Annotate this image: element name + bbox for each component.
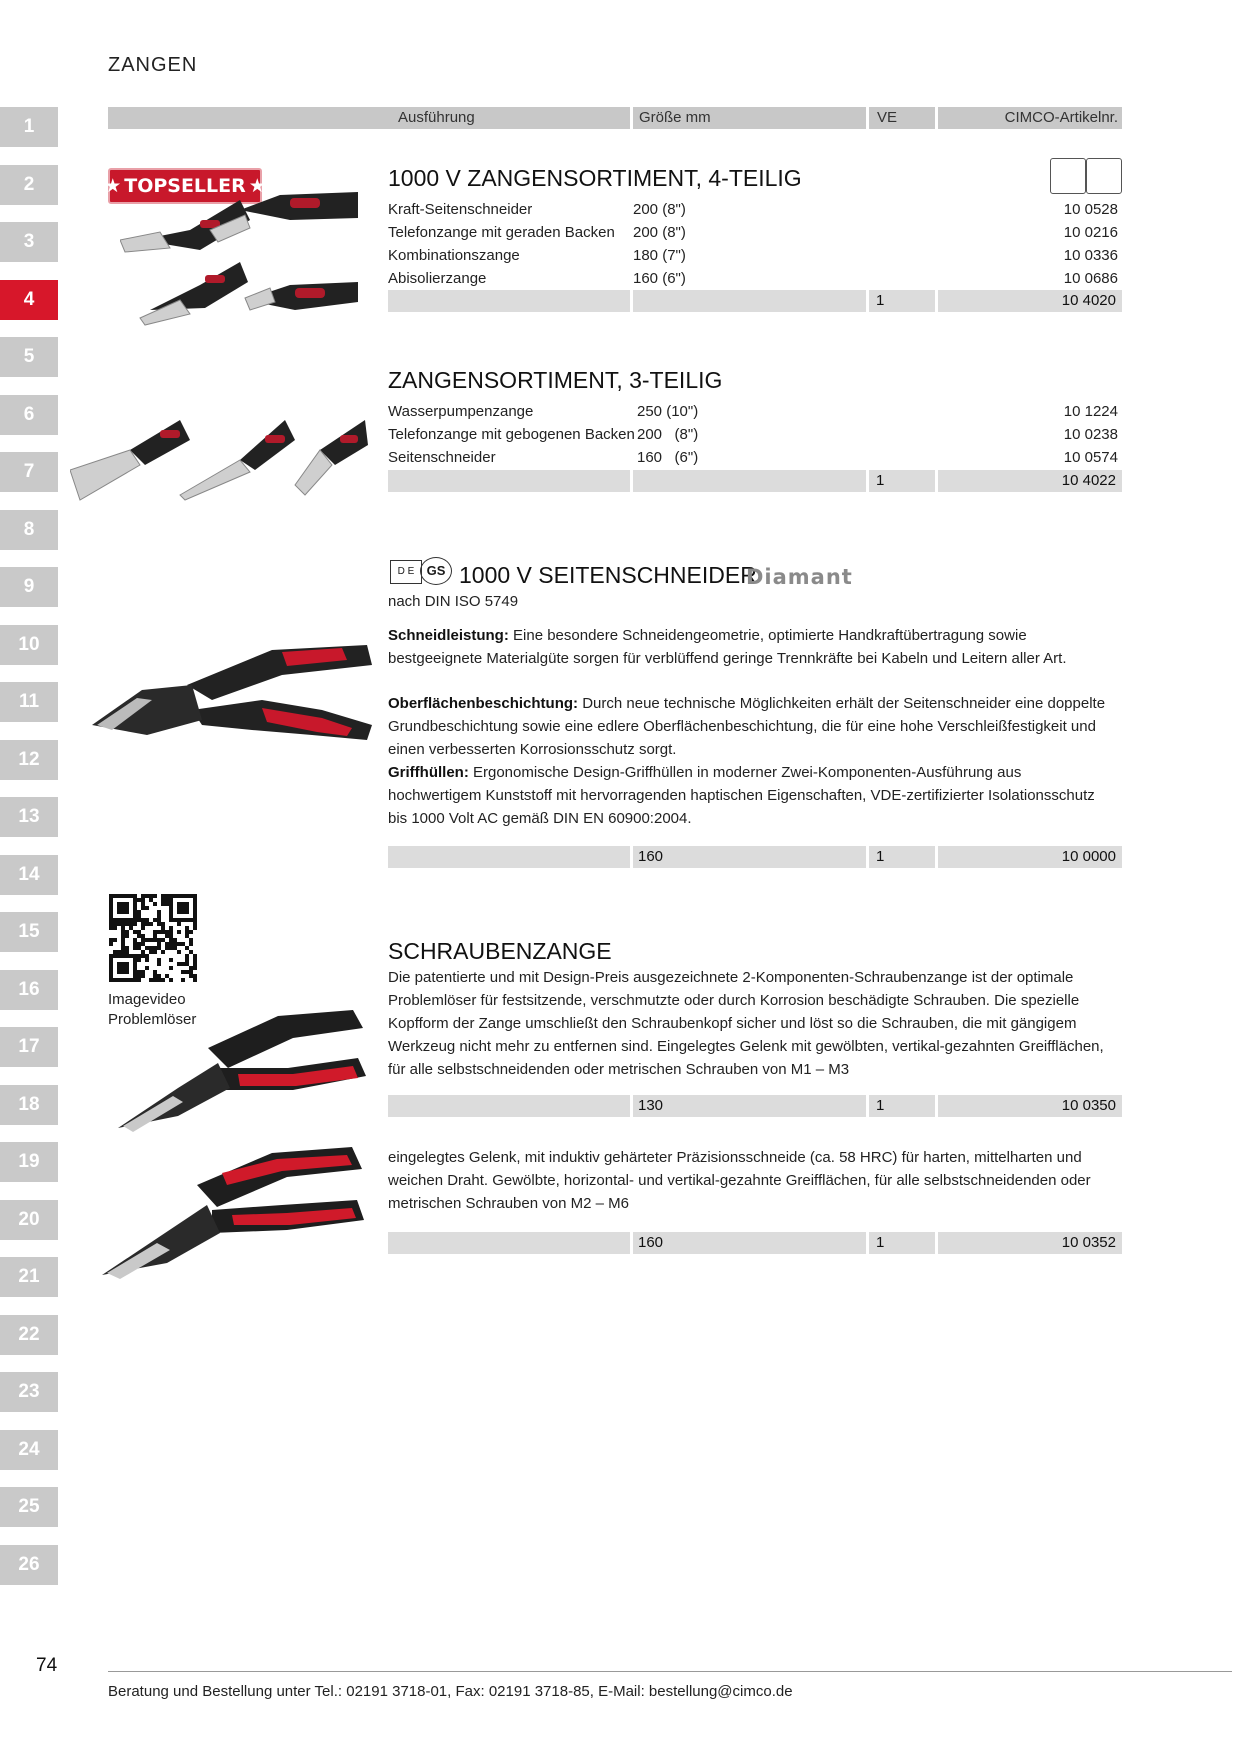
header-groesse: Größe mm: [633, 107, 866, 129]
product-4-description-2: eingelegtes Gelenk, mit induktiv gehärteter Präzisionsschneide (ca. 58 HRC) für harten, mittelharten und weichen Draht. Gewölbte, horizontal- und vertikal-gezahnte Greifflächen, für alle selbstschneidenden oder metrischen Schrauben von M2 – M6: [388, 1149, 1091, 1212]
chapter-tab-7[interactable]: 7: [0, 452, 58, 492]
bar-size: 130: [638, 1097, 664, 1114]
header-ausfuehrung: Ausführung: [108, 107, 630, 129]
item-size: 160 (6"): [637, 449, 699, 466]
side-cutter-image: [92, 640, 374, 760]
order-bar-1: [388, 290, 1122, 312]
bar-article: 10 4020: [1061, 292, 1116, 309]
footer-divider: [108, 1671, 1232, 1672]
bar-ve: 1: [876, 1097, 885, 1114]
bar-article: 10 0000: [1061, 848, 1116, 865]
gs-certificate-icon: [1086, 158, 1122, 194]
bar-size: 160: [638, 848, 664, 865]
item-size: 200 (8"): [633, 224, 686, 241]
item-size: 200 (8"): [633, 201, 686, 218]
chapter-tab-21[interactable]: 21: [0, 1257, 58, 1297]
item-article-number: 10 0528: [1063, 201, 1118, 218]
item-name: Kombinationszange: [388, 247, 520, 264]
item-name: Kraft-Seitenschneider: [388, 201, 533, 218]
order-bar-2: [388, 470, 1122, 492]
bar-article: 10 4022: [1061, 472, 1116, 489]
chapter-tab-10[interactable]: 10: [0, 625, 58, 665]
feature-paragraph: [388, 692, 1118, 761]
product-title-1: 1000 V ZANGENSORTIMENT, 4-TEILIG: [388, 165, 802, 191]
item-article-number: 10 0238: [1063, 426, 1118, 443]
topseller-label: TOPSELLER: [124, 175, 246, 197]
diamant-logo: Diamant: [746, 565, 853, 589]
bar-size: 160: [638, 1234, 664, 1251]
item-article-number: 10 0216: [1063, 224, 1118, 241]
chapter-tab-14[interactable]: 14: [0, 855, 58, 895]
chapter-tab-17[interactable]: 17: [0, 1027, 58, 1067]
page-number: 74: [36, 1655, 58, 1676]
plier-set-3-image: [70, 410, 370, 505]
chapter-tab-15[interactable]: 15: [0, 912, 58, 952]
plier-set-4-image: [120, 190, 365, 330]
item-article-number: 10 0686: [1063, 270, 1118, 287]
star-icon: ★: [248, 175, 266, 197]
item-name: Wasserpumpenzange: [388, 403, 534, 420]
qr-code[interactable]: [108, 893, 198, 983]
product-4-description: Die patentierte und mit Design-Preis ausgezeichnete 2-Komponenten-Schraubenzange ist der optimale Problemlöser für festsitzende, verschmutzte oder durch Korrosion beschädigte Schrauben. Die spezielle Kopfform der Zange umschließt den Schraubenkopf sicher und löst so die Schrauben, die mit gängigem Werkzeug nicht mehr zu entfernen sind. Eingelegtes Gelenk mit gewölbten, vertikal-gezahnten Greifflächen, für alle selbstschneidenden oder metrischen Schrauben von M1 – M3: [388, 969, 1104, 1078]
order-bar-3: [388, 846, 1122, 868]
feature-label: Schneidleistung:: [388, 627, 509, 644]
feature-label: Griffhüllen:: [388, 764, 469, 781]
product-title-3: 1000 V SEITENSCHNEIDER: [459, 562, 757, 588]
chapter-tab-8[interactable]: 8: [0, 510, 58, 550]
item-article-number: 10 1224: [1063, 403, 1118, 420]
feature-paragraph: [388, 624, 1118, 670]
item-size: 250 (10"): [637, 403, 699, 420]
chapter-tab-24[interactable]: 24: [0, 1430, 58, 1470]
header-ve: VE: [869, 107, 935, 129]
chapter-tab-18[interactable]: 18: [0, 1085, 58, 1125]
order-bar-4: [388, 1095, 1122, 1117]
item-name: Abisolierzange: [388, 270, 487, 287]
chapter-tab-5[interactable]: 5: [0, 337, 58, 377]
qr-caption-1: Imagevideo: [108, 991, 186, 1008]
star-icon: ★: [104, 175, 122, 197]
item-name: Telefonzange mit gebogenen Backen: [388, 426, 635, 443]
chapter-tab-6[interactable]: 6: [0, 395, 58, 435]
bar-ve: 1: [876, 472, 885, 489]
de-mark-icon: D E: [390, 560, 422, 584]
chapter-tab-9[interactable]: 9: [0, 567, 58, 607]
product-title-2: ZANGENSORTIMENT, 3-TEILIG: [388, 367, 723, 393]
product-title-4: SCHRAUBENZANGE: [388, 938, 612, 964]
chapter-tab-25[interactable]: 25: [0, 1487, 58, 1527]
item-article-number: 10 0336: [1063, 247, 1118, 264]
section-title: ZANGEN: [108, 54, 198, 76]
bar-article: 10 0352: [1061, 1234, 1116, 1251]
feature-label: Oberflächenbeschichtung:: [388, 695, 579, 712]
item-article-number: 10 0574: [1063, 449, 1118, 466]
feature-paragraph: [388, 761, 1118, 830]
feature-text: Eine besondere Schneidengeometrie, optimierte Handkraftübertragung sowie bestgeeignete Materialgüte sorgen für verblüffend geringe Trennkräfte bei Kabeln und Leitern aller Art.: [388, 627, 1067, 667]
chapter-tab-11[interactable]: 11: [0, 682, 58, 722]
chapter-tab-2[interactable]: 2: [0, 165, 58, 205]
chapter-tab-13[interactable]: 13: [0, 797, 58, 837]
chapter-tab-4[interactable]: 4: [0, 280, 58, 320]
feature-text: Ergonomische Design-Griffhüllen in moderner Zwei-Komponenten-Ausführung aus hochwertigem Kunststoff mit hervorragenden haptischen Eigenschaften, VDE-zertifizierter Isolationsschutz bis 1000 Volt AC gemäß DIN EN 60900:2004.: [388, 764, 1099, 827]
item-size: 160 (6"): [633, 270, 686, 287]
chapter-tab-1[interactable]: 1: [0, 107, 58, 147]
screw-plier-130-image: [118, 1008, 368, 1138]
bar-ve: 1: [876, 292, 885, 309]
qr-caption-2: Problemlöser: [108, 1011, 197, 1028]
chapter-tab-22[interactable]: 22: [0, 1315, 58, 1355]
chapter-tab-23[interactable]: 23: [0, 1372, 58, 1412]
gs-mark-icon: GS: [420, 557, 452, 585]
chapter-tab-20[interactable]: 20: [0, 1200, 58, 1240]
header-artikel: CIMCO-Artikelnr.: [938, 107, 1122, 129]
screw-plier-160-image: [102, 1145, 370, 1285]
item-name: Telefonzange mit geraden Backen: [388, 224, 615, 241]
item-size: 200 (8"): [637, 426, 699, 443]
item-size: 180 (7"): [633, 247, 686, 264]
feature-text: Durch neue technische Möglichkeiten erhält der Seitenschneider eine doppelte Grundbeschichtung sowie eine edlere Oberflächenbeschichtung, die für eine hohe Verschleißfestigkeit und einen verbesserten Korrosionsschutz sorgt.: [388, 695, 1110, 758]
bar-ve: 1: [876, 1234, 885, 1251]
vde-certificate-icon: [1050, 158, 1086, 194]
item-name: Seitenschneider: [388, 449, 496, 466]
chapter-tab-16[interactable]: 16: [0, 970, 58, 1010]
product-3-subtitle: nach DIN ISO 5749: [388, 593, 519, 610]
chapter-tab-26[interactable]: 26: [0, 1545, 58, 1585]
chapter-tab-12[interactable]: 12: [0, 740, 58, 780]
footer-contact: Beratung und Bestellung unter Tel.: 02191 3718-01, Fax: 02191 3718-85, E-Mail: bestellung@cimco.de: [108, 1683, 793, 1700]
order-bar-5: [388, 1232, 1122, 1254]
bar-ve: 1: [876, 848, 885, 865]
chapter-tab-3[interactable]: 3: [0, 222, 58, 262]
chapter-tab-19[interactable]: 19: [0, 1142, 58, 1182]
bar-article: 10 0350: [1061, 1097, 1116, 1114]
